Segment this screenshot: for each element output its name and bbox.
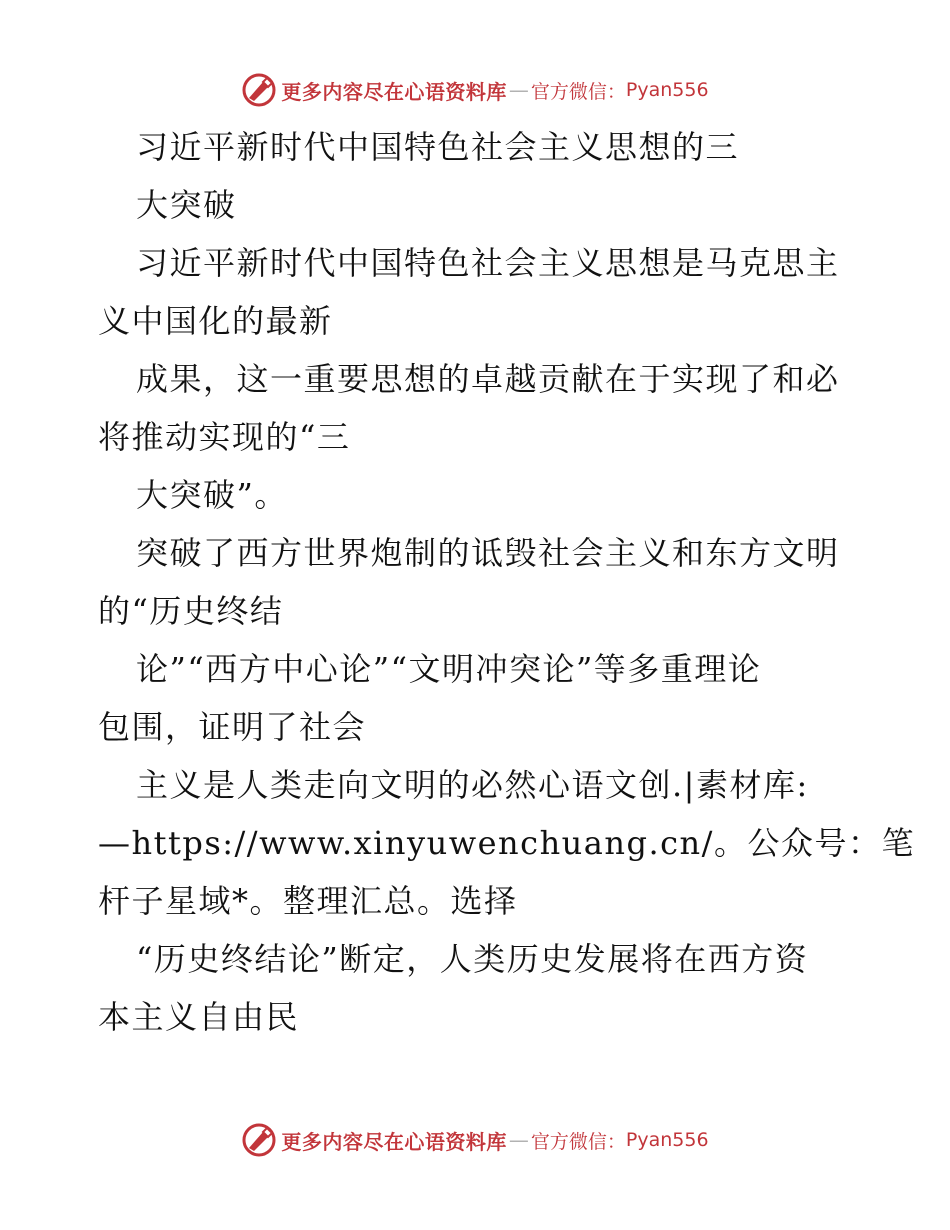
body-text-line: 论”“西方中心论”“文明冲突论”等多重理论 xyxy=(136,650,762,688)
banner-slogan: 更多内容尽在心语资料库 xyxy=(281,79,507,104)
pen-nib-logo-icon xyxy=(241,1122,277,1158)
body-text-line: 本主义自由民 xyxy=(98,998,300,1036)
body-text-line: 突破了西方世界炮制的诋毁社会主义和东方文明 xyxy=(136,534,840,572)
banner-dash: — xyxy=(508,78,529,102)
banner-contact-label: 官方微信： xyxy=(530,80,626,103)
body-text-line: 成果，这一重要思想的卓越贡献在于实现了和必 xyxy=(136,360,840,398)
banner-contact-id: Pyan556 xyxy=(625,1129,709,1151)
body-text-line: 主义是人类走向文明的必然心语文创.|素材库: xyxy=(136,766,809,804)
banner-contact-label: 官方微信： xyxy=(530,1130,626,1153)
body-text-line: 将推动实现的“三 xyxy=(98,418,351,456)
footer-banner xyxy=(0,1120,950,1160)
body-text-line: 包围，证明了社会 xyxy=(98,708,367,746)
body-text-line: “历史终结论”断定，人类历史发展将在西方资 xyxy=(136,940,809,978)
body-text-line: 的“历史终结 xyxy=(98,592,284,630)
pen-nib-logo-icon xyxy=(241,72,277,108)
body-text-line: 习近平新时代中国特色社会主义思想是马克思主 xyxy=(136,244,840,282)
body-text-line: 义中国化的最新 xyxy=(98,302,333,340)
body-text-line: —https://www.xinyuwenchuang.cn/。公众号：笔 xyxy=(98,824,915,862)
body-text-line: 大突破 xyxy=(136,186,237,224)
banner-dash: — xyxy=(508,1128,529,1152)
banner-contact-id: Pyan556 xyxy=(625,79,709,101)
body-text-line: 杆子星域*。整理汇总。选择 xyxy=(98,882,518,920)
body-text-line: 大突破”。 xyxy=(136,476,288,514)
header-banner xyxy=(0,70,950,110)
body-text-line: 习近平新时代中国特色社会主义思想的三 xyxy=(136,128,740,166)
document-body xyxy=(98,118,915,1046)
banner-slogan: 更多内容尽在心语资料库 xyxy=(281,1129,507,1154)
